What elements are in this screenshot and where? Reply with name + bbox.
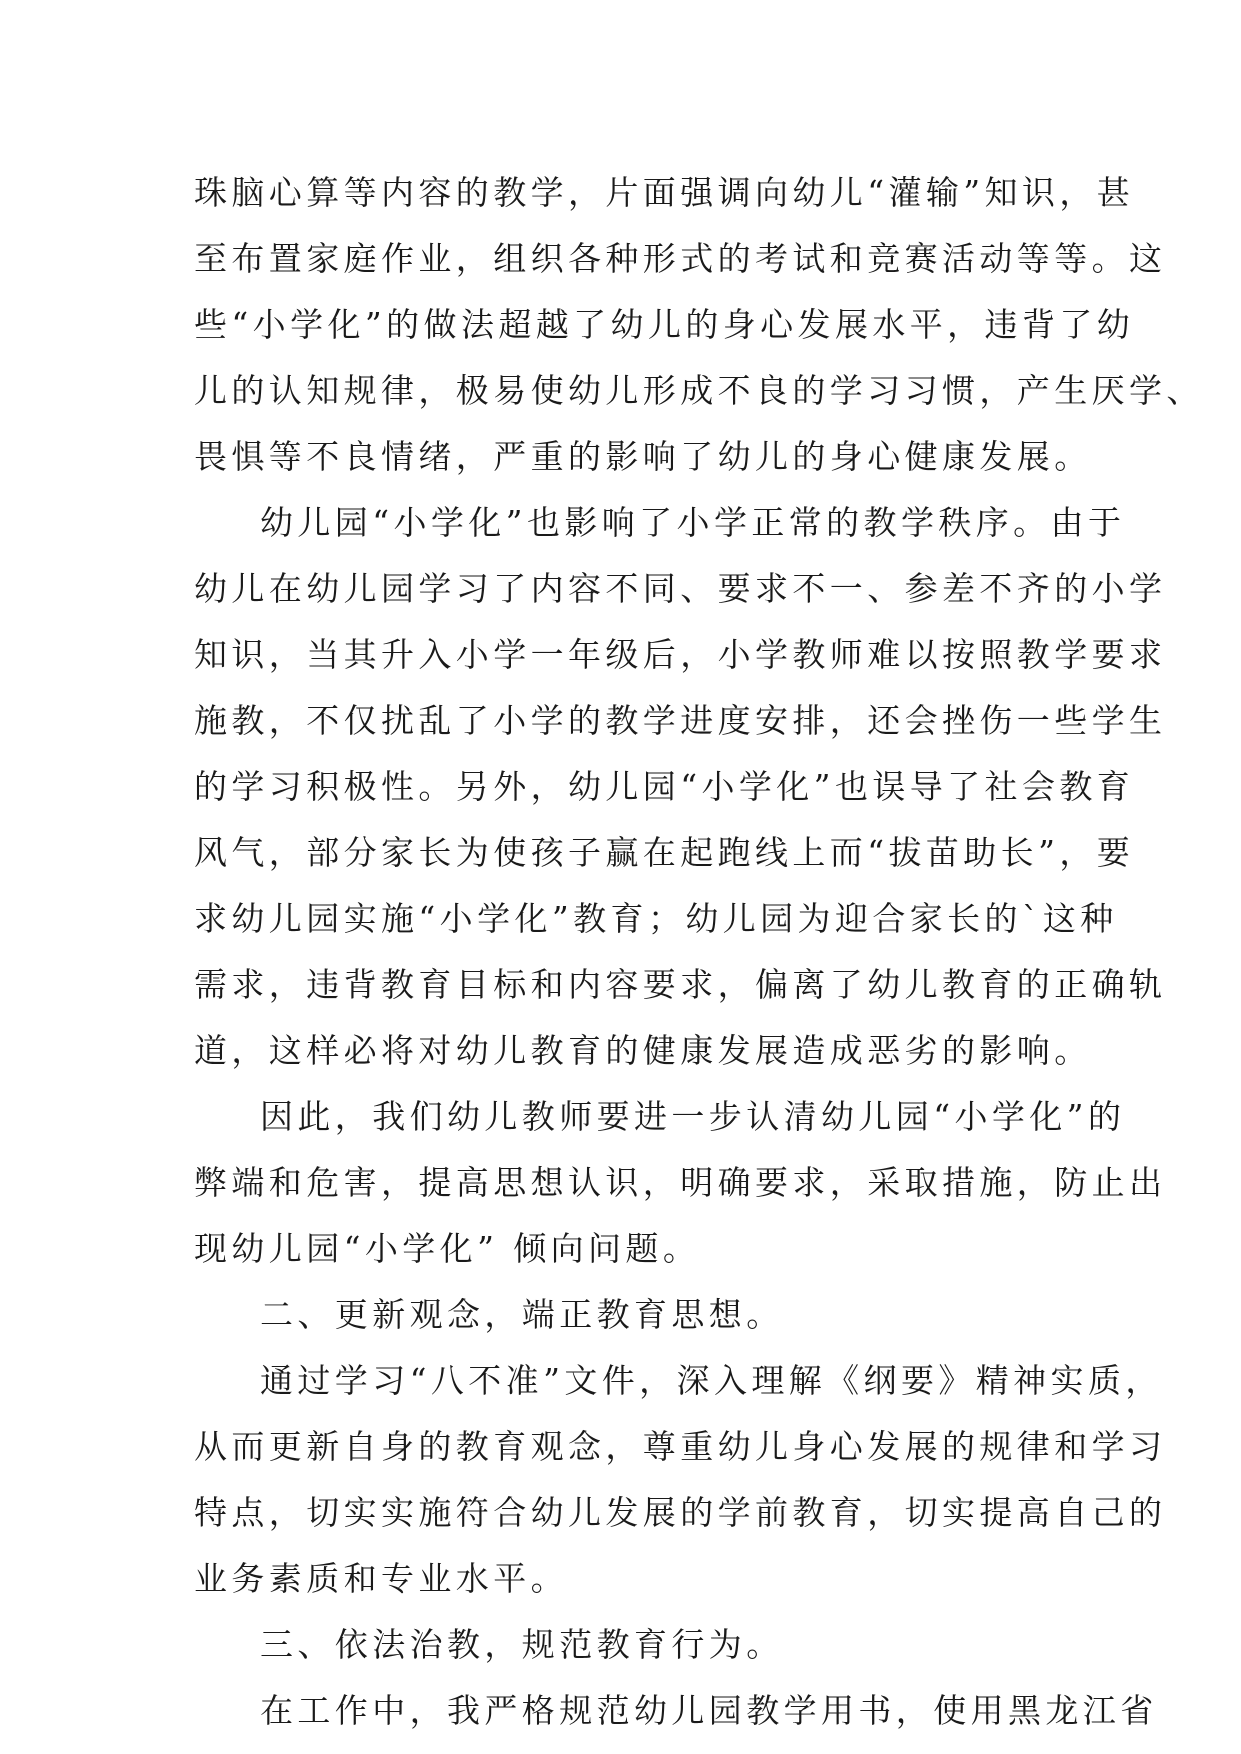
paragraph-first-line: 幼儿园“小学化”也影响了小学正常的教学秩序。由于: [260, 503, 1126, 542]
text-line: 特点，切实实施符合幼儿发展的学前教育，切实提高自己的: [194, 1493, 1167, 1532]
text-line: 珠脑心算等内容的教学，片面强调向幼儿“灌输”知识，甚: [194, 173, 1135, 212]
text-line: 知识，当其升入小学一年级后，小学教师难以按照教学要求: [194, 635, 1167, 674]
body-text: [194, 160, 1204, 1744]
text-line: 需求，违背教育目标和内容要求，偏离了幼儿教育的正确轨: [194, 965, 1167, 1004]
text-line: 幼儿在幼儿园学习了内容不同、要求不一、参差不齐的小学: [194, 569, 1167, 608]
text-line: 施教，不仅扰乱了小学的教学进度安排，还会挫伤一些学生: [194, 701, 1167, 740]
text-line: 风气，部分家长为使孩子赢在起跑线上而“拔苗助长”，要: [194, 833, 1135, 872]
text-line: 业务素质和专业水平。: [194, 1559, 568, 1598]
text-line: 至布置家庭作业，组织各种形式的考试和竞赛活动等等。这: [194, 239, 1167, 278]
text-line: 畏惧等不良情绪，严重的影响了幼儿的身心健康发展。: [194, 437, 1092, 476]
text-line: 些“小学化”的做法超越了幼儿的身心发展水平，违背了幼: [194, 305, 1135, 344]
paragraph-first-line: 因此，我们幼儿教师要进一步认清幼儿园“小学化”的: [260, 1097, 1126, 1136]
section-heading: 三、依法治教，规范教育行为。: [260, 1625, 784, 1664]
section-heading: 二、更新观念，端正教育思想。: [260, 1295, 784, 1334]
text-line: 从而更新自身的教育观念，尊重幼儿身心发展的规律和学习: [194, 1427, 1167, 1466]
text-line: 儿的认知规律，极易使幼儿形成不良的学习习惯，产生厌学、: [194, 371, 1204, 410]
text-line: 道，这样必将对幼儿教育的健康发展造成恶劣的影响。: [194, 1031, 1092, 1070]
text-line: 的学习积极性。另外，幼儿园“小学化”也误导了社会教育: [194, 767, 1135, 806]
text-line: 现幼儿园“小学化” 倾向问题。: [194, 1229, 701, 1268]
paragraph-first-line: 在工作中，我严格规范幼儿园教学用书，使用黑龙江省: [260, 1691, 1158, 1730]
text-line: 弊端和危害，提高思想认识，明确要求，采取措施，防止出: [194, 1163, 1167, 1202]
paragraph-first-line: 通过学习“八不准”文件，深入理解《纲要》精神实质，: [260, 1361, 1163, 1400]
text-line: 求幼儿园实施“小学化”教育；幼儿园为迎合家长的`这种: [194, 899, 1118, 938]
